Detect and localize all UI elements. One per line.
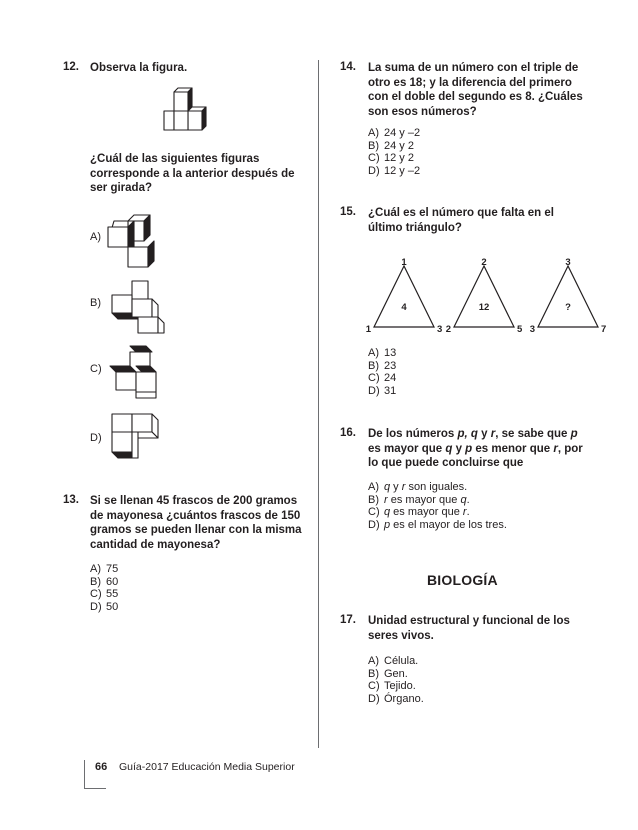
q15-t3-left: 3 [529, 324, 535, 335]
q17-number: 17. [340, 614, 356, 626]
q14-option-b-letter: B) [368, 139, 379, 152]
q17-option-a-letter: A) [368, 655, 379, 667]
q17-option-c[interactable] [368, 680, 424, 693]
q13-option-a-text: 75 [106, 563, 119, 575]
q16-option-b-part: . [466, 493, 470, 506]
q17-option-a-text: Célula. [384, 655, 419, 667]
footer-rule-vertical [84, 760, 85, 788]
q16-question-part: y [452, 442, 466, 455]
q12-question: ¿Cuál de las siguientes figuras corresponde a la anterior después de ser girada? [90, 153, 295, 194]
q15-option-c-letter: C) [368, 372, 380, 385]
q14-options [368, 127, 420, 177]
q16-question-part: q [445, 442, 453, 455]
q12-option-b-label[interactable]: B) [90, 297, 101, 309]
q14-option-d-text: 12 y –2 [384, 164, 421, 177]
q13-options [90, 563, 118, 613]
q16-question-part: , por lo que puede concluirse que [368, 442, 583, 469]
section-title-biologia: BIOLOGÍA [427, 572, 498, 588]
q15-option-a-text: 13 [384, 347, 397, 359]
q16-question-part: p [465, 442, 473, 455]
q15-t2-top: 2 [481, 257, 487, 268]
q13-option-b-text: 60 [106, 575, 119, 588]
q15-option-c[interactable] [368, 372, 396, 385]
q15-option-c-text: 24 [384, 372, 397, 385]
q15-option-d[interactable] [368, 385, 396, 398]
q13-option-d[interactable] [90, 601, 118, 614]
q16-option-b[interactable] [368, 494, 507, 507]
q15-triangle-2 [454, 266, 514, 327]
q15-t2-left: 2 [445, 324, 451, 335]
q15-t1-right: 3 [437, 324, 443, 335]
q16-number: 16. [340, 427, 356, 439]
q13-option-a[interactable] [90, 563, 118, 576]
q14-option-d-letter: D) [368, 164, 380, 177]
q16-option-c[interactable] [368, 506, 507, 519]
q16-option-b-part: q [460, 493, 467, 506]
q15-option-d-letter: D) [368, 384, 380, 397]
q16-question-part: p [570, 428, 578, 440]
q17-option-a[interactable] [368, 655, 424, 668]
q15-option-a[interactable] [368, 347, 396, 360]
q14-option-a[interactable] [368, 127, 420, 140]
q16-option-c-letter: C) [368, 506, 380, 519]
q16-question [368, 427, 590, 471]
q15-number: 15. [340, 206, 356, 218]
q15-t1-left: 1 [365, 324, 371, 335]
q15-option-b[interactable] [368, 360, 396, 373]
q16-options [368, 481, 507, 531]
q13-number: 13. [63, 494, 79, 506]
q15-t2-right: 5 [517, 324, 523, 335]
q17-options [368, 655, 424, 705]
q17-option-d-letter: D) [368, 692, 380, 705]
q14-question: La suma de un número con el triple de otro es 18; y la diferencia del primero con el doble del segundo es 8. ¿Cuáles son esos números? [368, 62, 583, 118]
q14-option-c[interactable] [368, 152, 420, 165]
q16-question-part: es mayor que [368, 442, 446, 455]
q16-option-c-part: q [384, 506, 391, 519]
q17-option-d[interactable] [368, 693, 424, 706]
q13-option-d-text: 50 [106, 600, 119, 613]
q14-option-c-letter: C) [368, 152, 380, 165]
q12-option-a-label[interactable]: A) [90, 231, 101, 243]
q16-option-b-part: es mayor que [387, 493, 461, 506]
q14-option-c-text: 12 y 2 [384, 152, 414, 165]
column-divider [318, 60, 319, 748]
q12-option-d-label[interactable]: D) [90, 432, 102, 444]
q13-option-d-letter: D) [90, 600, 102, 613]
q17-option-b-text: Gen. [384, 667, 408, 680]
q12-prompt: Observa la figura. [90, 62, 188, 74]
q12-option-c-figure [108, 344, 168, 402]
q16-option-a-part: son iguales. [405, 481, 468, 493]
q15-t1-center: 4 [401, 302, 407, 313]
q14-option-b-text: 24 y 2 [384, 139, 414, 152]
q15-option-b-text: 23 [384, 359, 397, 372]
q15-option-a-letter: A) [368, 347, 379, 359]
q15-question: ¿Cuál es el número que falta en el último triángulo? [368, 207, 554, 234]
q16-option-b-part: r [384, 493, 388, 506]
q13-option-b-letter: B) [90, 575, 101, 588]
q15-t2-center: 12 [478, 302, 490, 313]
q12-reference-figure [164, 86, 228, 134]
q16-option-c-part: es mayor que [390, 506, 463, 519]
q16-option-a-part: y [390, 481, 402, 493]
q14-number: 14. [340, 61, 356, 73]
q12-number: 12. [63, 61, 79, 73]
q16-question-part: r [553, 442, 558, 455]
q16-question-part: p, q [457, 428, 478, 440]
q16-option-d-letter: D) [368, 518, 380, 531]
footer-rule-horizontal [84, 788, 106, 789]
q15-t3-center: ? [565, 302, 571, 313]
q15-option-b-letter: B) [368, 359, 379, 372]
q14-option-a-text: 24 y –2 [384, 127, 421, 139]
q12-option-d-figure [108, 412, 162, 464]
q17-option-c-letter: C) [368, 680, 380, 693]
q16-option-d-part: p [384, 518, 391, 531]
q15-t3-top: 3 [565, 257, 571, 268]
q16-option-a-letter: A) [368, 481, 379, 493]
q13-option-c-text: 55 [106, 588, 119, 601]
q12-option-b-figure [108, 279, 170, 337]
q14-option-b[interactable] [368, 140, 420, 153]
q16-option-d[interactable] [368, 519, 507, 532]
q16-option-c-part: r [462, 506, 467, 519]
q13-question: Si se llenan 45 frascos de 200 gramos de mayonesa ¿cuántos frascos de 150 gramos se pueden llenar con la misma cantidad de mayonesa? [90, 495, 302, 551]
q13-option-c-letter: C) [90, 588, 102, 601]
q15-t3-right: 7 [601, 324, 607, 335]
q15-t1-top: 1 [401, 257, 407, 268]
q13-option-a-letter: A) [90, 563, 101, 575]
q15-option-d-text: 31 [384, 384, 397, 397]
q16-question-part: y [477, 428, 491, 440]
q16-question-part: De los números [368, 428, 458, 440]
q16-question-part: es menor que [472, 442, 554, 455]
q17-question: Unidad estructural y funcional de los seres vivos. [368, 615, 570, 642]
q17-option-b-letter: B) [368, 667, 379, 680]
q14-option-a-letter: A) [368, 127, 379, 139]
q16-option-b-letter: B) [368, 493, 379, 506]
footer-page-number: 66 [95, 761, 108, 773]
q16-question-part: , se sabe que [495, 428, 571, 440]
q17-option-b[interactable] [368, 668, 424, 681]
q12-option-a-figure [108, 214, 166, 272]
q15-triangle-3 [538, 266, 598, 327]
q13-option-b[interactable] [90, 576, 118, 589]
q16-question-part: r [490, 428, 496, 440]
q16-option-a[interactable] [368, 481, 507, 494]
q15-triangle-1 [374, 266, 434, 327]
q13-option-c[interactable] [90, 588, 118, 601]
q12-option-c-label[interactable]: C) [90, 363, 102, 375]
q15-triangles-figure [362, 256, 612, 338]
q16-option-c-part: . [466, 506, 470, 519]
q16-option-a-part: r [401, 481, 406, 493]
q17-option-c-text: Tejido. [384, 680, 416, 693]
q16-option-a-part: q [384, 481, 391, 493]
footer-text: Guía-2017 Educación Media Superior [119, 761, 295, 773]
q15-options [368, 347, 396, 397]
q16-option-d-part: es el mayor de los tres. [390, 518, 507, 531]
q14-option-d[interactable] [368, 165, 420, 178]
q17-option-d-text: Órgano. [384, 692, 424, 705]
